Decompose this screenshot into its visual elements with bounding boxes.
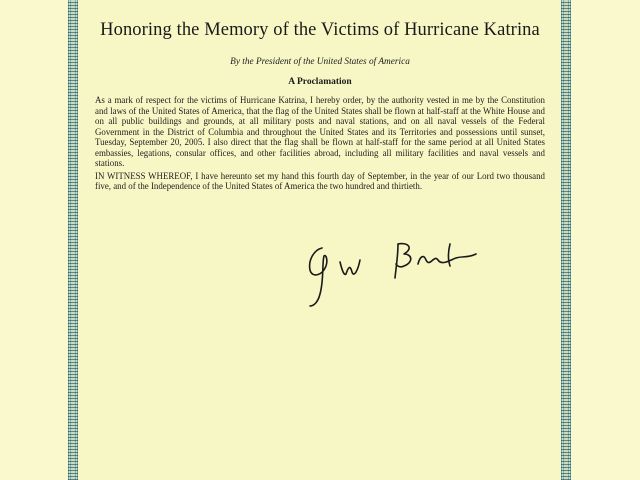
byline: By the President of the United States of America bbox=[230, 57, 410, 67]
page-margin-right bbox=[571, 0, 640, 480]
proclamation-body bbox=[95, 20, 545, 192]
document-title: Honoring the Memory of the Victims of Hurricane Katrina bbox=[100, 20, 540, 40]
decorative-border-right bbox=[561, 0, 571, 480]
proclamation-heading: A Proclamation bbox=[288, 77, 352, 87]
witness-paragraph: IN WITNESS WHEREOF, I have hereunto set my hand this fourth day of September, in the year of our Lord two thousand five, and of the Independence of the United States of America the two hundred and thirtieth. bbox=[95, 170, 545, 191]
page-margin-left bbox=[0, 0, 68, 480]
proclamation-paragraph: As a mark of respect for the victims of Hurricane Katrina, I hereby order, by the authority vested in me by the Constitution and laws of the United States of America, that the flag of the United States shall be flown at half-staff at the White House and on all public buildings and grounds, at all military posts and naval stations, and on all naval vessels of the Federal Government in the District of Columbia and throughout the United States and its Territories and possessions until sunset, Tuesday, September 20, 2005. I also direct that the flag shall be flown at half-staff for the same period at all United States embassies, legations, consular offices, and other facilities abroad, including all military facilities and naval vessels and stations. bbox=[95, 95, 545, 168]
signature bbox=[300, 236, 510, 310]
decorative-border-left bbox=[68, 0, 78, 480]
